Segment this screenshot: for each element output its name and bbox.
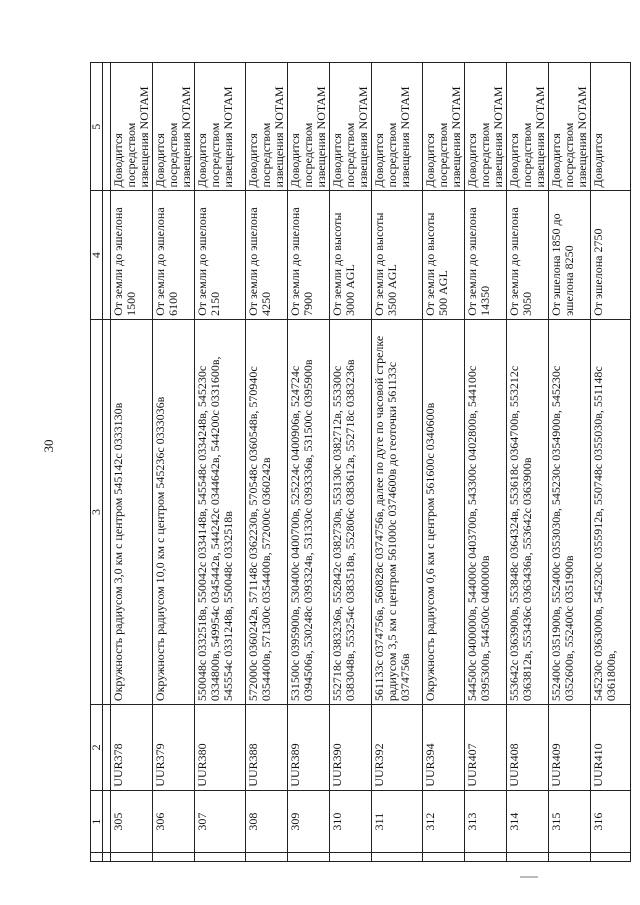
area-code: UUR409 xyxy=(549,705,591,791)
header-spacer xyxy=(91,853,103,862)
area-code: UUR394 xyxy=(423,705,465,791)
table-row xyxy=(591,63,631,862)
row-number: 314 xyxy=(507,790,549,853)
header-col-3: 3 xyxy=(91,319,103,704)
restricted-areas-table xyxy=(90,62,631,862)
area-code: UUR379 xyxy=(153,705,195,791)
header-col-4: 4 xyxy=(91,191,103,319)
row-number: 306 xyxy=(153,790,195,853)
activation-note: Доводится посредством извещения NOTAM xyxy=(549,63,591,191)
area-code: UUR388 xyxy=(246,705,288,791)
activation-note: Доводится посредством извещения NOTAM xyxy=(246,63,288,191)
rotated-table-container xyxy=(89,62,618,862)
area-description: Окружность радиусом 3,0 км с центром 545142с 0333130в xyxy=(111,319,153,704)
area-description: 545230с 0363000в, 545230с 0355912в, 550748с 0355030в, 551148с 0361800в, xyxy=(591,319,631,704)
area-code: UUR408 xyxy=(507,705,549,791)
spacer-row xyxy=(103,63,111,862)
header-col-5: 5 xyxy=(91,63,103,191)
row-number: 307 xyxy=(195,790,246,853)
area-code: UUR389 xyxy=(288,705,330,791)
table-row xyxy=(507,63,549,862)
header-col-1: 1 xyxy=(91,790,103,853)
vertical-limits: От земли до высоты 3500 AGL xyxy=(372,191,423,319)
activation-note: Доводится посредством извещения NOTAM xyxy=(195,63,246,191)
activation-note: Доводится xyxy=(591,63,631,191)
vertical-limits: От эшелона 2750 xyxy=(591,191,631,319)
vertical-limits: От земли до высоты 3000 AGL xyxy=(330,191,372,319)
header-col-2: 2 xyxy=(91,705,103,791)
table-row xyxy=(330,63,372,862)
row-number: 308 xyxy=(246,790,288,853)
vertical-limits: От земли до эшелона 4250 xyxy=(246,191,288,319)
table-row xyxy=(372,63,423,862)
row-number: 311 xyxy=(372,790,423,853)
table-row xyxy=(465,63,507,862)
area-description: 552400с 0351900в, 552400с 0353030в, 545230с 0354900в, 545230с 0352600в, 552400с 0351900в xyxy=(549,319,591,704)
activation-note: Доводится посредством извещения NOTAM xyxy=(423,63,465,191)
row-number: 315 xyxy=(549,790,591,853)
area-code: UUR390 xyxy=(330,705,372,791)
area-code: UUR407 xyxy=(465,705,507,791)
vertical-limits: От земли до эшелона 2150 xyxy=(195,191,246,319)
table-row xyxy=(549,63,591,862)
area-description: Окружность радиусом 10,0 км с центром 545236с 0333036в xyxy=(153,319,195,704)
activation-note: Доводится посредством извещения NOTAM xyxy=(111,63,153,191)
table-row xyxy=(153,63,195,862)
vertical-limits: От земли до эшелона 14350 xyxy=(465,191,507,319)
area-description: 552718с 0383236в, 552842с 0382730в, 553130с 0382712в, 553300с 0383048в, 553254с 0383518в, 552806с 0383612в, 552718с 0383236в xyxy=(330,319,372,704)
area-description: 572000с 0360242в, 571148с 0362230в, 570548с 0360548в, 570940с 0354400в, 571300с 0354400в, 572000с 0360242в xyxy=(246,319,288,704)
row-number: 313 xyxy=(465,790,507,853)
area-description: 553642с 0363900в, 553848с 0364324в, 553618с 0364700в, 553212с 0363812в, 553436с 0363436в, 553642с 0363900в xyxy=(507,319,549,704)
table-row xyxy=(195,63,246,862)
vertical-limits: От земли до эшелона 3050 xyxy=(507,191,549,319)
activation-note: Доводится посредством извещения NOTAM xyxy=(465,63,507,191)
area-code: UUR378 xyxy=(111,705,153,791)
table-row xyxy=(246,63,288,862)
area-description: 544500с 0400000в, 544000с 0403700в, 543300с 0402800в, 544100с 0395300в, 544500с 0400000в xyxy=(465,319,507,704)
table-row xyxy=(423,63,465,862)
area-description: 531500с 0395900в, 530400с 0400700в, 525224с 0400906в, 524724с 0394506в, 530248с 0393324в, 531330с 0393336в, 531500с 0395900в xyxy=(288,319,330,704)
vertical-limits: От эшелона 1850 до эшелона 8250 xyxy=(549,191,591,319)
activation-note: Доводится посредством извещения NOTAM xyxy=(507,63,549,191)
area-code: UUR380 xyxy=(195,705,246,791)
page-number: 30 xyxy=(41,439,56,453)
area-code: UUR392 xyxy=(372,705,423,791)
activation-note: Доводится посредством извещения NOTAM xyxy=(153,63,195,191)
scan-edge-mark xyxy=(520,876,538,878)
row-number: 309 xyxy=(288,790,330,853)
row-number: 312 xyxy=(423,790,465,853)
table-row xyxy=(111,63,153,862)
row-number: 310 xyxy=(330,790,372,853)
area-description: 561133с 0374756в, 560828с 0374756в, далее по дуге по часовой стрелке радиусом 3,5 км с центром 561000с 0374600в до геоточки 561133с 0374756в xyxy=(372,319,423,704)
area-description: Окружность радиусом 0,6 км с центром 561600с 0340600в xyxy=(423,319,465,704)
activation-note: Доводится посредством извещения NOTAM xyxy=(288,63,330,191)
vertical-limits: От земли до высоты 500 AGL xyxy=(423,191,465,319)
row-number: 305 xyxy=(111,790,153,853)
header-row xyxy=(91,63,103,862)
activation-note: Доводится посредством извещения NOTAM xyxy=(330,63,372,191)
area-code: UUR410 xyxy=(591,705,631,791)
table-viewport xyxy=(89,62,618,862)
table-row xyxy=(288,63,330,862)
area-description: 550048с 0332518в, 550042с 0334148в, 545548с 0334248в, 545230с 0334800в, 549954с 0345442в, 544242с 0344642в, 544200с 0331600в, 545554с 0331248в, 550048с 0332518в xyxy=(195,319,246,704)
row-number: 316 xyxy=(591,790,631,853)
activation-note: Доводится посредством извещения NOTAM xyxy=(372,63,423,191)
vertical-limits: От земли до эшелона 1500 xyxy=(111,191,153,319)
vertical-limits: От земли до эшелона 6100 xyxy=(153,191,195,319)
vertical-limits: От земли до эшелона 7900 xyxy=(288,191,330,319)
